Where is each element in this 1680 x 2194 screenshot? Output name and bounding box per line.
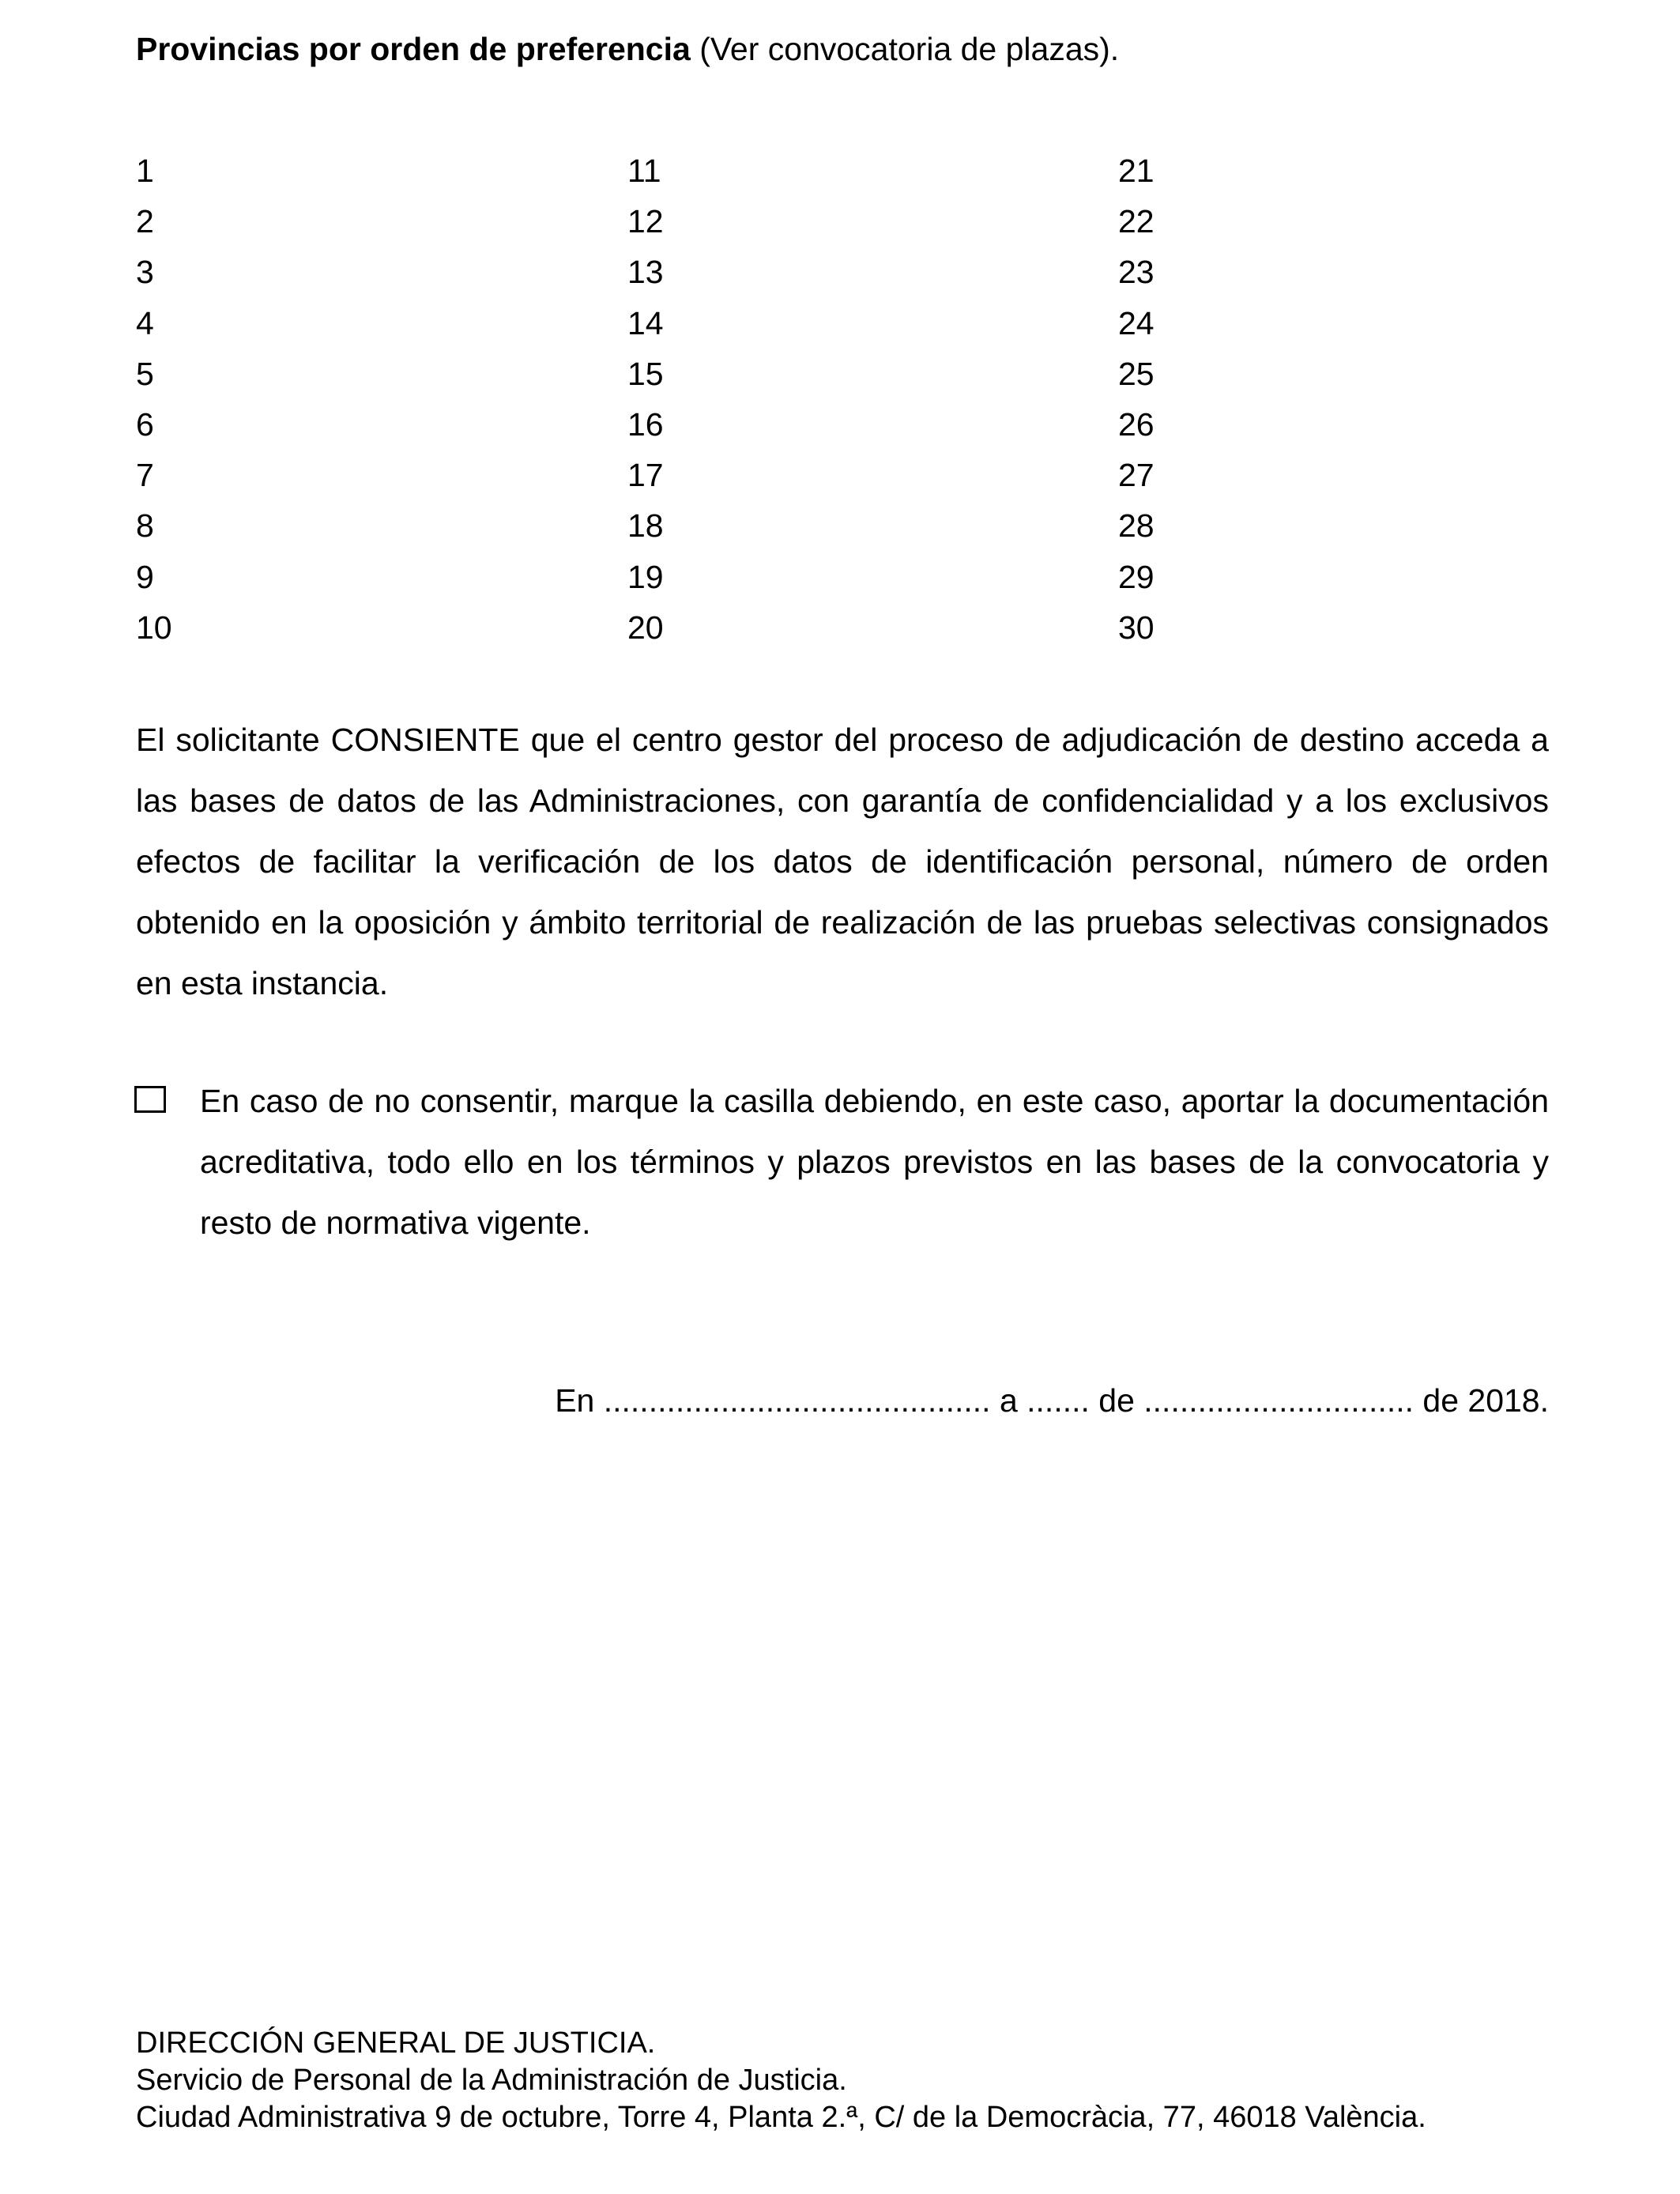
province-number: 10 (136, 609, 172, 646)
province-number: 8 (136, 507, 154, 545)
province-number: 16 (627, 405, 664, 443)
province-number: 17 (627, 457, 664, 494)
province-number: 29 (1118, 558, 1155, 595)
province-number: 9 (136, 558, 154, 595)
footer-address: Ciudad Administrativa 9 de octubre, Torre 4, Planta 2.ª, C/ de la Democràcia, 77, 46018 València. (136, 2101, 1426, 2134)
footer-service-name: Servicio de Personal de la Administración de Justicia. (136, 2064, 847, 2097)
province-number: 22 (1118, 203, 1155, 240)
province-number: 13 (627, 254, 664, 291)
no-consent-checkbox[interactable] (134, 1086, 166, 1113)
footer-org-name: DIRECCIÓN GENERAL DE JUSTICIA. (136, 2026, 656, 2060)
province-number: 23 (1118, 254, 1155, 291)
province-number: 15 (627, 355, 664, 392)
province-number: 5 (136, 355, 154, 392)
province-number: 21 (1118, 153, 1155, 189)
province-number: 18 (627, 507, 664, 545)
section-heading (136, 28, 1119, 70)
province-number: 11 (627, 153, 661, 189)
place-date-line: En ........................................... a ....... de .............................. de 2018. (555, 1382, 1549, 1419)
province-number: 6 (136, 405, 154, 443)
province-number: 4 (136, 304, 154, 341)
province-column-1 (136, 145, 172, 653)
province-number: 14 (627, 304, 664, 341)
province-number: 25 (1118, 355, 1155, 392)
province-number: 30 (1118, 609, 1155, 646)
province-number: 24 (1118, 304, 1155, 341)
province-number: 28 (1118, 507, 1155, 545)
province-number: 27 (1118, 457, 1155, 494)
heading-normal-text: (Ver convocatoria de plazas). (690, 31, 1120, 67)
province-number: 2 (136, 203, 154, 240)
province-number: 7 (136, 457, 154, 494)
province-column-2 (627, 145, 664, 653)
province-column-3 (1118, 145, 1155, 653)
consent-paragraph: El solicitante CONSIENTE que el centro gestor del proceso de adjudicación de destino acceda a las bases de datos de las Administraciones, con garantía de confidencialidad y a los exclusivos efectos de facilitar la verificación de los datos de identificación personal, número de orden obtenido en la oposición y ámbito territorial de realización de las pruebas selectivas consignados en esta instancia. (136, 722, 1549, 1001)
province-number: 12 (627, 203, 664, 240)
footer (136, 2025, 1426, 2136)
province-number: 3 (136, 254, 154, 291)
province-number: 19 (627, 558, 664, 595)
heading-bold-text: Provincias por orden de preferencia (136, 31, 691, 67)
province-number: 26 (1118, 405, 1155, 443)
province-number: 1 (136, 153, 154, 189)
province-number: 20 (627, 609, 664, 646)
no-consent-text: En caso de no consentir, marque la casilla debiendo, en este caso, aportar la documentación acreditativa, todo ello en los términos y plazos previstos en las bases de la convocatoria y resto de normativa vigente. (200, 1083, 1549, 1241)
